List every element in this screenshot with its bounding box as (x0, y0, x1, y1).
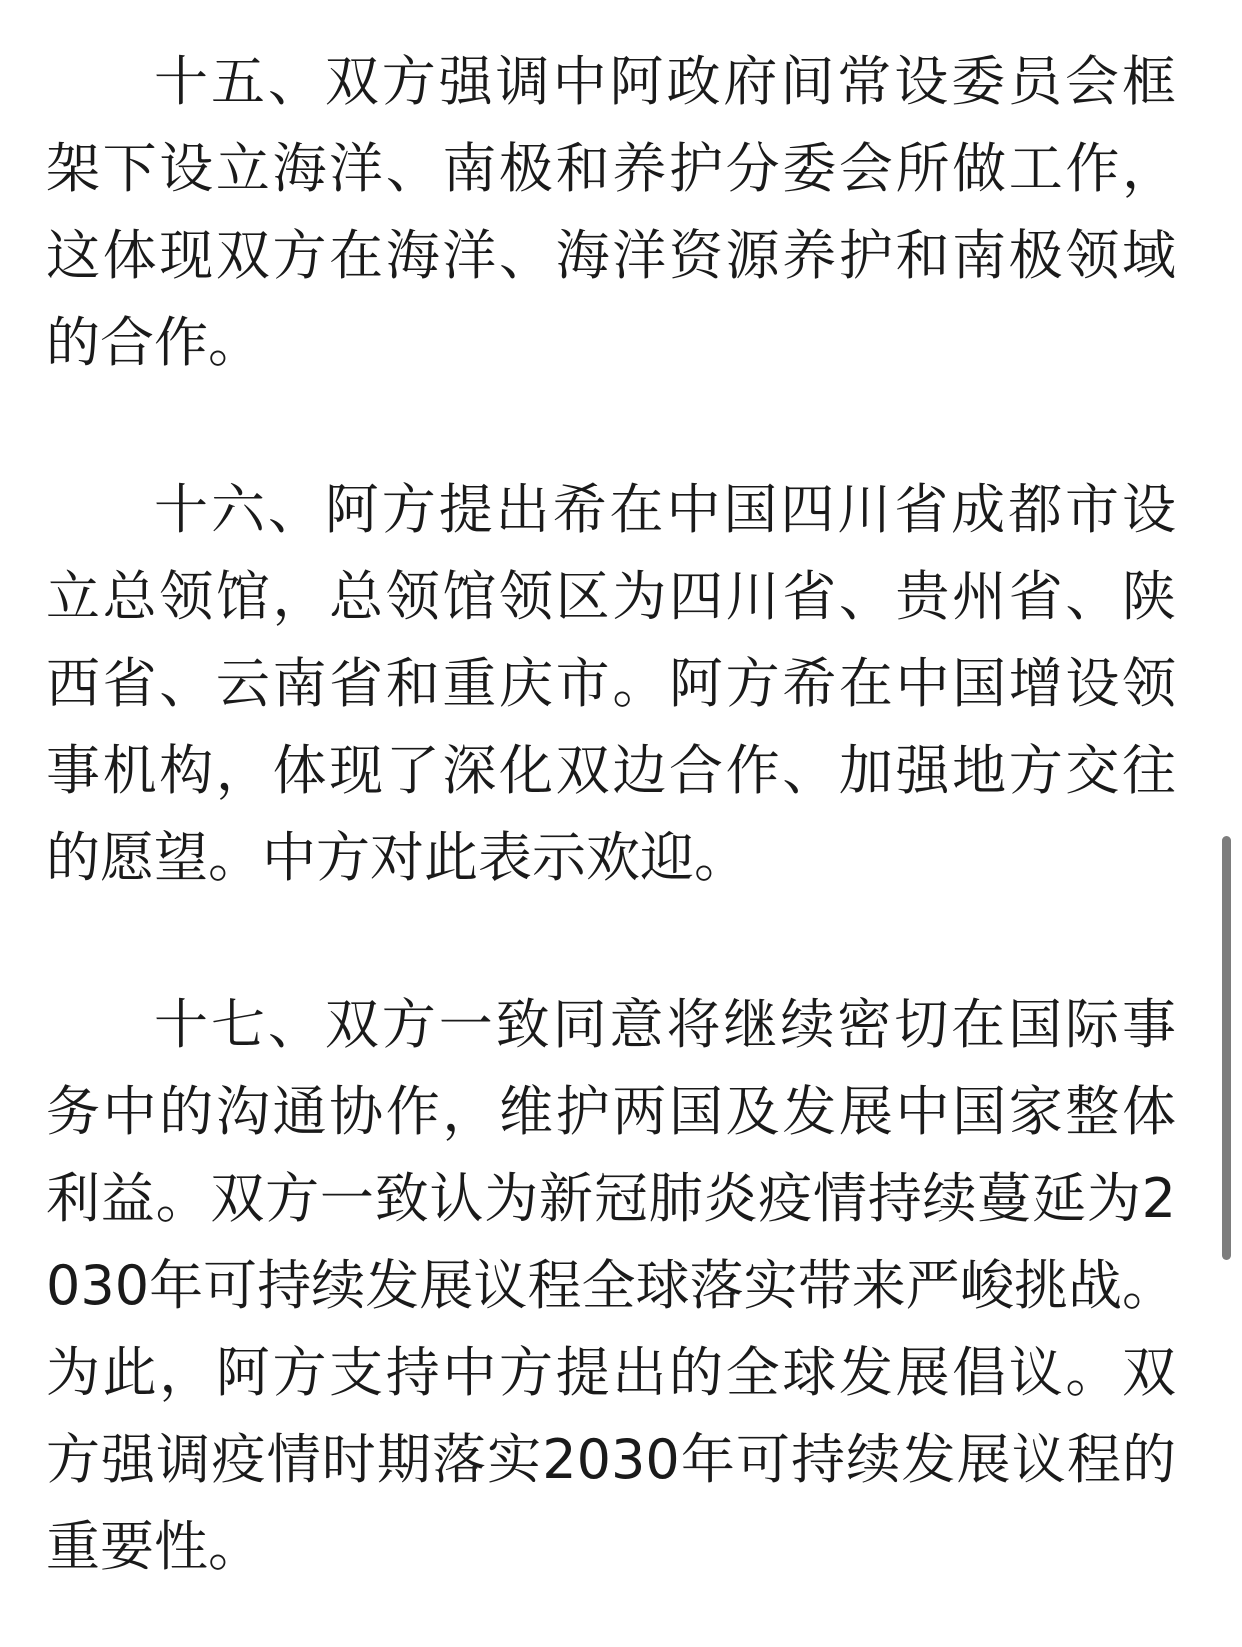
paragraph-16: 十六、阿方提出希在中国四川省成都市设立总领馆，总领馆领区为四川省、贵州省、陕西省、云南省和重庆市。阿方希在中国增设领事机构，体现了深化双边合作、加强地方交往的愿望。中方对此表示欢迎。 (46, 478, 1176, 889)
paragraph-17: 十七、双方一致同意将继续密切在国际事务中的沟通协作，维护两国及发展中国家整体利益。双方一致认为新冠肺炎疫情持续蔓延为2030年可持续发展议程全球落实带来严峻挑战。为此，阿方支持中方提出的全球发展倡议。双方强调疫情时期落实2030年可持续发展议程的重要性。 (46, 993, 1176, 1578)
scrollbar-thumb[interactable] (1222, 836, 1231, 1260)
paragraph-15: 十五、双方强调中阿政府间常设委员会框架下设立海洋、南极和养护分委会所做工作，这体现双方在海洋、海洋资源养护和南极领域的合作。 (46, 50, 1176, 374)
